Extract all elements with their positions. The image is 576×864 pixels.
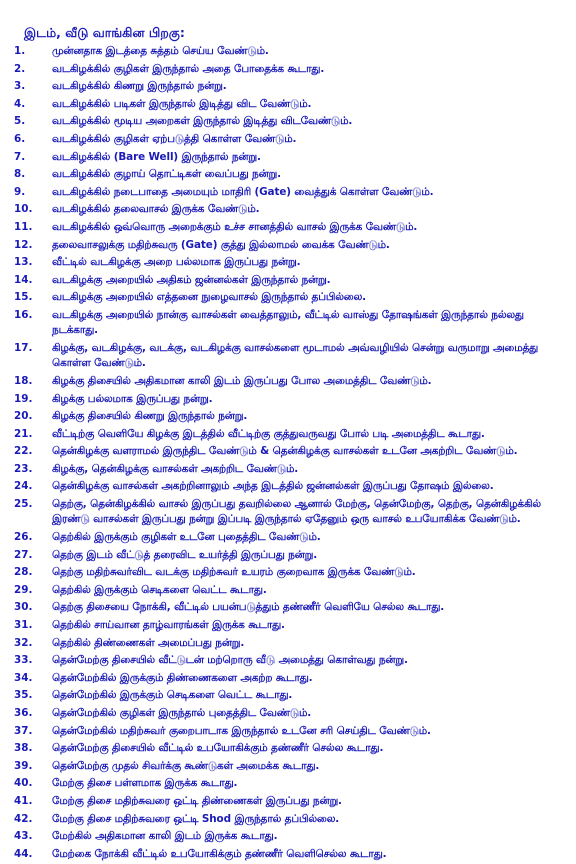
rule-text: வடகிழக்கு அறையில் எத்தனை நுழைவாசல் இருந்தால் தப்பில்லை.	[52, 291, 366, 304]
rule-item	[14, 202, 556, 217]
rule-text: கிழக்கு, வடகிழக்கு, வடக்கு, வடகிழக்கு வாசல்களை மூடாமல் அவ்வழியில் சென்று வருமாறு அமைத்து கொள்ள வேண்டும்.	[52, 341, 539, 370]
rule-item	[14, 185, 556, 200]
rule-text: தெற்கு, தென்கிழக்கில் வாசல் இருப்பது தவறில்லை ஆனால் மேற்கு, தென்மேற்கு, தெற்கு, தென்கிழக்கில் இரண்டு வாசல்கள் இருப்பது நன்று இப்படி இருந்தால் ஏதேனும் ஒரு வாசல் உபயோகிக்க வேண்டும்.	[52, 498, 541, 526]
rule-text: வடகிழக்கில் படிகள் இருந்தால் இடித்து விட வேண்டும்.	[52, 97, 312, 110]
rule-number: 33.	[14, 654, 33, 667]
rule-text: வடகிழக்கில் மூடிய அறைகள் இருந்தால் இடித்து விடவேண்டும்.	[52, 115, 353, 128]
rule-number: 4.	[14, 97, 26, 110]
rule-item	[14, 462, 556, 477]
rule-item	[14, 688, 556, 703]
rule-text: தென்மேற்கில் இருக்கும் திண்ணைகளை அகற்ற கூடாது.	[52, 671, 313, 684]
rule-text: தெற்கு மதிற்சுவர்விட வடக்கு மதிற்சுவர் உயரம் குறைவாக இருக்க வேண்டும்.	[52, 566, 416, 579]
rule-number: 22.	[14, 445, 33, 458]
rule-number: 11.	[14, 220, 33, 233]
rule-item	[14, 636, 556, 651]
rule-item	[14, 167, 556, 182]
rule-text: வீட்டில் வடகிழக்கு அறை பல்லமாக இருப்பது நன்று.	[52, 256, 301, 269]
rule-item	[14, 273, 556, 288]
rule-number: 26.	[14, 531, 33, 544]
rule-number: 37.	[14, 724, 33, 737]
rule-item	[14, 255, 556, 270]
rule-text: தென்மேற்கில் குழிகள் இருந்தால் புதைத்திட வேண்டும்.	[52, 707, 312, 719]
rule-number: 44.	[14, 847, 33, 860]
rule-number: 39.	[14, 759, 33, 772]
rule-number: 18.	[14, 374, 33, 387]
rule-item	[14, 132, 556, 147]
rule-item	[14, 618, 556, 633]
rule-item	[14, 653, 556, 668]
rule-text: வடகிழக்கு அறையில் நான்கு வாசல்கள் வைத்தாலும், வீட்டில் வாஸ்து தோஷங்கள் இருந்தால் நல்லது நடக்காது.	[52, 308, 524, 337]
rule-number: 43.	[14, 830, 33, 843]
rule-number: 5.	[14, 115, 26, 128]
rule-item	[14, 97, 556, 112]
rule-text: வடகிழக்கில் (Bare Well) இருந்தால் நன்று.	[52, 150, 261, 163]
rule-text: மேற்கு திசை மதிற்சுவரை ஒட்டி Shod இருந்தால் தப்பில்லை.	[52, 812, 340, 825]
rule-item	[14, 497, 556, 528]
rule-item	[14, 548, 556, 563]
rule-number: 13.	[14, 256, 33, 269]
rule-number: 12.	[14, 238, 33, 251]
rule-number: 16.	[14, 308, 33, 321]
rule-number: 15.	[14, 291, 33, 304]
rule-number: 23.	[14, 462, 33, 475]
rule-text: கிழக்கு திசையில் கிணறு இருந்தால் நன்று.	[52, 410, 248, 423]
rule-text: கிழக்கு திசையில் அதிகமான காலி இடம் இருப்பது போல அமைத்திட வேண்டும்.	[52, 374, 432, 387]
rule-text: வடகிழக்கில் ஒவ்வொரு அறைக்கும் உச்ச சானத்தில் வாசல் இருக்க வேண்டும்.	[52, 220, 418, 233]
rule-text: தென்மேற்கு திசையில் வீட்டுடன் மற்றொரு வீடு அமைத்து கொள்வது நன்று.	[52, 654, 408, 667]
rule-text: தென்மேற்கில் இருக்கும் செடிகளை வெட்ட கூடாது.	[52, 689, 293, 702]
rule-text: தலைவாசலுக்கு மதிற்சுவரு (Gate) குத்து இல்லாமல் வைக்க வேண்டும்.	[52, 238, 390, 251]
rule-number: 25.	[14, 498, 33, 511]
rule-number: 3.	[14, 80, 26, 93]
rule-number: 1.	[14, 45, 26, 57]
rule-number: 31.	[14, 619, 33, 632]
rule-item	[14, 62, 556, 77]
rule-text: வடகிழக்கில் குழிகள் ஏற்படுத்தி கொள்ள வேண்டும்.	[52, 132, 297, 145]
rule-number: 9.	[14, 185, 26, 198]
rule-item	[14, 776, 556, 791]
rule-item	[14, 220, 556, 235]
rule-text: வடகிழக்கில் குழாய் தொட்டிகள் வைப்பது நன்று.	[52, 168, 281, 181]
rule-text: வடகிழக்கில் கிணறு இருந்தால் நன்று.	[52, 80, 227, 93]
rule-item	[14, 671, 556, 686]
rule-text: மேற்கை நோக்கி வீட்டில் உபயோகிக்கும் தண்ணீர் வெளிசெல்ல கூடாது.	[52, 847, 387, 860]
rules-list	[14, 44, 556, 862]
rule-number: 14.	[14, 273, 33, 286]
rule-number: 29.	[14, 583, 33, 596]
rule-item	[14, 238, 556, 253]
rule-number: 36.	[14, 707, 33, 719]
rule-text: வடகிழக்கு அறையில் அதிகம் ஜன்னல்கள் இருந்தால் நன்று.	[52, 273, 331, 286]
rule-item	[14, 812, 556, 827]
rule-text: தெற்கு திசையை நோக்கி, வீட்டில் பயன்படுத்தும் தண்ணீர் வெளியே செல்ல கூடாது.	[52, 601, 445, 614]
rule-text: கிழக்கு, தென்கிழக்கு வாசல்கள் அகற்றிட வேண்டும்.	[52, 462, 299, 475]
rule-text: தென்கிழக்கு வளராமல் இருந்திட வேண்டும் & தென்கிழக்கு வாசல்கள் உடனே அகற்றிட வேண்டும்.	[52, 445, 518, 458]
rule-text: வீட்டிற்கு வெளியே கிழக்கு இடத்தில் வீட்டிற்கு குத்துவருவது போல் படி அமைத்திட கூடாது.	[52, 427, 485, 440]
rule-number: 17.	[14, 341, 33, 354]
rule-text: தென்மேற்கு திசையில் வீட்டில் உபயோகிக்கும் தண்ணீர் செல்ல கூடாது.	[52, 742, 384, 755]
rule-item	[14, 392, 556, 407]
rule-number: 27.	[14, 548, 33, 561]
rule-number: 6.	[14, 132, 26, 145]
rule-item	[14, 565, 556, 580]
rule-item	[14, 741, 556, 756]
rule-item	[14, 583, 556, 598]
rule-item	[14, 600, 556, 615]
rule-text: தெற்கில் இருக்கும் குழிகள் உடனே புதைத்திட வேண்டும்.	[52, 531, 321, 544]
rule-text: வடகிழக்கில் நடைபாதை அமையும் மாதிரி (Gate) வைத்துக் கொள்ள வேண்டும்.	[52, 185, 434, 198]
rule-item	[14, 759, 556, 774]
rule-number: 30.	[14, 601, 33, 614]
rule-number: 38.	[14, 742, 33, 755]
rule-number: 35.	[14, 689, 33, 702]
rule-item	[14, 530, 556, 545]
rule-number: 2.	[14, 62, 26, 75]
rule-item	[14, 308, 556, 339]
rule-text: வடகிழக்கில் குழிகள் இருந்தால் அதை போதைக்க கூடாது.	[52, 62, 325, 75]
page-heading: இடம், வீடு வாங்கின பிறகு:	[24, 25, 185, 40]
rule-text: கிழக்கு பல்லமாக இருப்பது நன்று.	[52, 392, 213, 405]
rule-item	[14, 44, 556, 59]
rule-number: 34.	[14, 671, 33, 684]
rule-item	[14, 479, 556, 494]
rule-item	[14, 150, 556, 165]
rule-text: தென்மேற்கில் மதிற்சுவர் குறைபாடாக இருந்தால் உடனே சரி செய்திட வேண்டும்.	[52, 724, 431, 737]
rule-text: முன்னதாக இடத்தை சுத்தம் செய்ய வேண்டும்.	[52, 45, 269, 57]
rule-number: 40.	[14, 777, 33, 790]
rule-number: 41.	[14, 794, 33, 807]
rule-text: மேற்கு திசை மதிற்சுவரை ஒட்டி திண்ணைகள் இருப்பது நன்று.	[52, 794, 342, 807]
rule-text: வடகிழக்கில் தலைவாசல் இருக்க வேண்டும்.	[52, 203, 260, 216]
rule-item	[14, 829, 556, 844]
rule-number: 10.	[14, 203, 33, 216]
rule-item	[14, 409, 556, 424]
rule-number: 42.	[14, 812, 33, 825]
rule-number: 19.	[14, 392, 33, 405]
rule-number: 8.	[14, 168, 26, 181]
rule-text: தென்கிழக்கு வாசல்கள் அகற்றினாலும் அந்த இடத்தில் ஜன்னல்கள் இருப்பது தோஷம் இல்லை.	[52, 480, 494, 493]
rule-number: 32.	[14, 636, 33, 649]
rule-text: மேற்கு திசை பள்ளமாக இருக்க கூடாது.	[52, 777, 238, 790]
rule-text: தெற்கில் திண்ணைகள் அமைப்பது நன்று.	[52, 636, 245, 649]
rule-item	[14, 290, 556, 305]
rule-text: தென்மேற்கு முதல் சிவர்க்கு கூண்டுகள் அமைக்க கூடாது.	[52, 759, 320, 772]
rule-item	[14, 794, 556, 809]
rule-text: மேற்கில் அதிகமான காலி இடம் இருக்க கூடாது.	[52, 830, 278, 843]
rule-text: தெற்கில் சாய்வான தாழ்வாரங்கள் இருக்க கூடாது.	[52, 619, 285, 632]
rule-number: 21.	[14, 427, 33, 440]
rule-item	[14, 341, 556, 372]
rule-number: 20.	[14, 410, 33, 423]
rule-item	[14, 114, 556, 129]
rule-item	[14, 724, 556, 739]
rule-number: 28.	[14, 566, 33, 579]
rule-item	[14, 427, 556, 442]
rule-text: தெற்கில் இருக்கும் செடிகளை வெட்ட கூடாது.	[52, 583, 267, 596]
rule-item	[14, 444, 556, 459]
rule-item	[14, 79, 556, 94]
rule-item	[14, 374, 556, 389]
rule-item	[14, 847, 556, 862]
rule-number: 24.	[14, 480, 33, 493]
rule-item	[14, 706, 556, 721]
rule-number: 7.	[14, 150, 26, 163]
rule-text: தெற்கு இடம் வீட்டுத் தரைவிட உயர்த்தி இருப்பது நன்று.	[52, 548, 318, 561]
